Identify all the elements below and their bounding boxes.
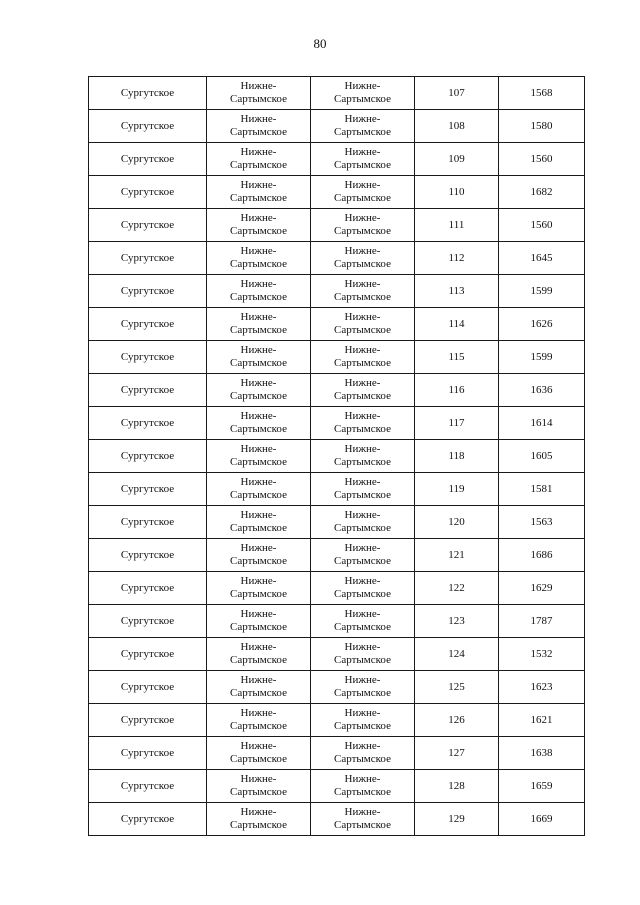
cell-area <box>207 407 311 440</box>
cell-text-field: Сургутское <box>120 383 175 396</box>
cell-text-num: 110 <box>448 185 465 198</box>
cell-area <box>207 473 311 506</box>
cell-text-field: Сургутское <box>120 779 175 792</box>
cell-text-area: Нижне- Сартымское <box>230 410 287 435</box>
cell-area <box>207 605 311 638</box>
cell-number <box>415 572 499 605</box>
cell-area <box>207 143 311 176</box>
cell-text-field: Сургутское <box>120 152 175 165</box>
cell-text-area: Нижне- Сартымское <box>230 344 287 369</box>
cell-field <box>89 737 207 770</box>
cell-text-value: 1563 <box>530 515 553 528</box>
cell-value <box>499 572 585 605</box>
cell-number <box>415 671 499 704</box>
cell-value <box>499 374 585 407</box>
cell-deposit <box>311 506 415 539</box>
cell-number <box>415 605 499 638</box>
table-row <box>89 605 585 638</box>
cell-text-num: 117 <box>448 416 465 429</box>
table-row <box>89 473 585 506</box>
cell-deposit <box>311 572 415 605</box>
cell-text-field: Сургутское <box>120 86 175 99</box>
cell-text-num: 124 <box>448 647 465 660</box>
cell-text-deposit: Нижне- Сартымское <box>334 212 391 237</box>
cell-text-num: 123 <box>448 614 465 627</box>
cell-deposit <box>311 242 415 275</box>
cell-text-num: 114 <box>448 317 465 330</box>
cell-field <box>89 176 207 209</box>
table-row <box>89 176 585 209</box>
table-row <box>89 341 585 374</box>
cell-field <box>89 374 207 407</box>
cell-value <box>499 407 585 440</box>
cell-text-field: Сургутское <box>120 185 175 198</box>
cell-text-value: 1560 <box>530 218 553 231</box>
cell-area <box>207 209 311 242</box>
cell-area <box>207 440 311 473</box>
cell-number <box>415 473 499 506</box>
cell-area <box>207 341 311 374</box>
cell-deposit <box>311 737 415 770</box>
cell-text-deposit: Нижне- Сартымское <box>334 674 391 699</box>
cell-deposit <box>311 770 415 803</box>
cell-field <box>89 110 207 143</box>
cell-area <box>207 275 311 308</box>
cell-text-num: 120 <box>448 515 465 528</box>
cell-number <box>415 638 499 671</box>
cell-field <box>89 308 207 341</box>
cell-text-num: 125 <box>448 680 465 693</box>
cell-field <box>89 77 207 110</box>
table-row <box>89 308 585 341</box>
cell-value <box>499 176 585 209</box>
cell-number <box>415 803 499 836</box>
cell-text-deposit: Нижне- Сартымское <box>334 146 391 171</box>
cell-text-num: 107 <box>448 86 465 99</box>
cell-field <box>89 605 207 638</box>
cell-value <box>499 506 585 539</box>
cell-field <box>89 440 207 473</box>
cell-text-value: 1580 <box>530 119 553 132</box>
table-row <box>89 143 585 176</box>
table-body <box>89 77 585 836</box>
cell-deposit <box>311 275 415 308</box>
cell-text-area: Нижне- Сартымское <box>230 80 287 105</box>
cell-text-deposit: Нижне- Сартымское <box>334 80 391 105</box>
cell-text-field: Сургутское <box>120 218 175 231</box>
cell-text-value: 1645 <box>530 251 553 264</box>
cell-area <box>207 374 311 407</box>
table-row <box>89 242 585 275</box>
cell-value <box>499 275 585 308</box>
cell-text-num: 116 <box>448 383 465 396</box>
cell-number <box>415 341 499 374</box>
cell-text-num: 118 <box>448 449 465 462</box>
cell-text-field: Сургутское <box>120 317 175 330</box>
table-row <box>89 275 585 308</box>
cell-text-deposit: Нижне- Сартымское <box>334 575 391 600</box>
cell-deposit <box>311 407 415 440</box>
cell-number <box>415 77 499 110</box>
cell-number <box>415 737 499 770</box>
cell-text-num: 129 <box>448 812 465 825</box>
cell-text-area: Нижне- Сартымское <box>230 245 287 270</box>
data-table <box>88 76 585 836</box>
cell-text-value: 1669 <box>530 812 553 825</box>
cell-text-field: Сургутское <box>120 647 175 660</box>
cell-deposit <box>311 341 415 374</box>
cell-text-area: Нижне- Сартымское <box>230 278 287 303</box>
cell-value <box>499 671 585 704</box>
cell-number <box>415 407 499 440</box>
cell-value <box>499 143 585 176</box>
cell-value <box>499 77 585 110</box>
cell-text-field: Сургутское <box>120 515 175 528</box>
cell-number <box>415 440 499 473</box>
cell-text-deposit: Нижне- Сартымское <box>334 344 391 369</box>
cell-deposit <box>311 440 415 473</box>
cell-field <box>89 539 207 572</box>
table-row <box>89 407 585 440</box>
cell-deposit <box>311 176 415 209</box>
cell-text-deposit: Нижне- Сартымское <box>334 278 391 303</box>
cell-number <box>415 506 499 539</box>
cell-text-num: 122 <box>448 581 465 594</box>
cell-number <box>415 770 499 803</box>
cell-value <box>499 803 585 836</box>
cell-text-num: 119 <box>448 482 465 495</box>
table-row <box>89 209 585 242</box>
cell-field <box>89 671 207 704</box>
cell-text-area: Нижне- Сартымское <box>230 179 287 204</box>
cell-number <box>415 308 499 341</box>
cell-text-field: Сургутское <box>120 449 175 462</box>
cell-text-field: Сургутское <box>120 680 175 693</box>
cell-text-field: Сургутское <box>120 482 175 495</box>
cell-deposit <box>311 605 415 638</box>
cell-text-deposit: Нижне- Сартымское <box>334 740 391 765</box>
cell-area <box>207 506 311 539</box>
cell-text-value: 1581 <box>530 482 553 495</box>
cell-text-value: 1560 <box>530 152 553 165</box>
table-row <box>89 506 585 539</box>
cell-text-deposit: Нижне- Сартымское <box>334 707 391 732</box>
cell-value <box>499 638 585 671</box>
cell-field <box>89 275 207 308</box>
cell-text-field: Сургутское <box>120 548 175 561</box>
cell-text-area: Нижне- Сартымское <box>230 806 287 831</box>
cell-field <box>89 143 207 176</box>
cell-text-area: Нижне- Сартымское <box>230 740 287 765</box>
cell-text-num: 108 <box>448 119 465 132</box>
table-row <box>89 671 585 704</box>
cell-text-value: 1659 <box>530 779 553 792</box>
cell-number <box>415 209 499 242</box>
cell-text-deposit: Нижне- Сартымское <box>334 806 391 831</box>
cell-text-num: 113 <box>448 284 465 297</box>
cell-number <box>415 275 499 308</box>
cell-text-area: Нижне- Сартымское <box>230 113 287 138</box>
cell-value <box>499 770 585 803</box>
cell-value <box>499 308 585 341</box>
cell-field <box>89 407 207 440</box>
cell-text-value: 1605 <box>530 449 553 462</box>
cell-text-area: Нижне- Сартымское <box>230 575 287 600</box>
cell-text-deposit: Нижне- Сартымское <box>334 245 391 270</box>
cell-deposit <box>311 77 415 110</box>
cell-text-area: Нижне- Сартымское <box>230 608 287 633</box>
cell-text-field: Сургутское <box>120 416 175 429</box>
cell-field <box>89 341 207 374</box>
cell-text-num: 115 <box>448 350 465 363</box>
cell-text-deposit: Нижне- Сартымское <box>334 608 391 633</box>
cell-text-num: 109 <box>448 152 465 165</box>
cell-text-value: 1682 <box>530 185 553 198</box>
cell-text-value: 1621 <box>530 713 553 726</box>
cell-field <box>89 572 207 605</box>
cell-text-deposit: Нижне- Сартымское <box>334 641 391 666</box>
cell-text-deposit: Нижне- Сартымское <box>334 179 391 204</box>
cell-value <box>499 473 585 506</box>
cell-deposit <box>311 704 415 737</box>
cell-text-value: 1787 <box>530 614 553 627</box>
cell-text-area: Нижне- Сартымское <box>230 542 287 567</box>
cell-deposit <box>311 143 415 176</box>
table-row <box>89 539 585 572</box>
cell-area <box>207 110 311 143</box>
cell-text-num: 121 <box>448 548 465 561</box>
cell-text-value: 1629 <box>530 581 553 594</box>
cell-text-value: 1568 <box>530 86 553 99</box>
page-number: 80 <box>313 36 327 51</box>
cell-text-deposit: Нижне- Сартымское <box>334 773 391 798</box>
cell-text-area: Нижне- Сартымское <box>230 674 287 699</box>
cell-text-num: 128 <box>448 779 465 792</box>
cell-text-value: 1638 <box>530 746 553 759</box>
cell-deposit <box>311 473 415 506</box>
cell-text-value: 1614 <box>530 416 553 429</box>
cell-area <box>207 242 311 275</box>
cell-text-field: Сургутское <box>120 614 175 627</box>
cell-deposit <box>311 638 415 671</box>
cell-area <box>207 704 311 737</box>
cell-field <box>89 704 207 737</box>
cell-text-deposit: Нижне- Сартымское <box>334 476 391 501</box>
cell-text-value: 1686 <box>530 548 553 561</box>
cell-text-area: Нижне- Сартымское <box>230 509 287 534</box>
cell-number <box>415 143 499 176</box>
cell-value <box>499 242 585 275</box>
cell-field <box>89 242 207 275</box>
cell-number <box>415 242 499 275</box>
cell-field <box>89 770 207 803</box>
table-row <box>89 374 585 407</box>
cell-text-value: 1636 <box>530 383 553 396</box>
cell-text-value: 1626 <box>530 317 553 330</box>
cell-area <box>207 308 311 341</box>
cell-value <box>499 539 585 572</box>
table-row <box>89 572 585 605</box>
table-row <box>89 110 585 143</box>
cell-text-field: Сургутское <box>120 251 175 264</box>
cell-text-area: Нижне- Сартымское <box>230 443 287 468</box>
cell-area <box>207 539 311 572</box>
cell-field <box>89 209 207 242</box>
cell-number <box>415 704 499 737</box>
cell-field <box>89 473 207 506</box>
cell-text-deposit: Нижне- Сартымское <box>334 113 391 138</box>
cell-value <box>499 704 585 737</box>
table-row <box>89 77 585 110</box>
cell-text-deposit: Нижне- Сартымское <box>334 377 391 402</box>
cell-value <box>499 605 585 638</box>
cell-text-field: Сургутское <box>120 713 175 726</box>
cell-text-area: Нижне- Сартымское <box>230 773 287 798</box>
cell-number <box>415 110 499 143</box>
cell-field <box>89 803 207 836</box>
cell-text-area: Нижне- Сартымское <box>230 377 287 402</box>
cell-number <box>415 539 499 572</box>
cell-text-deposit: Нижне- Сартымское <box>334 542 391 567</box>
cell-value <box>499 737 585 770</box>
cell-area <box>207 638 311 671</box>
cell-text-field: Сургутское <box>120 350 175 363</box>
cell-text-value: 1599 <box>530 350 553 363</box>
cell-text-area: Нижне- Сартымское <box>230 212 287 237</box>
table-row <box>89 737 585 770</box>
cell-area <box>207 803 311 836</box>
cell-text-deposit: Нижне- Сартымское <box>334 410 391 435</box>
cell-area <box>207 770 311 803</box>
cell-field <box>89 506 207 539</box>
cell-text-num: 112 <box>448 251 465 264</box>
cell-value <box>499 209 585 242</box>
cell-text-area: Нижне- Сартымское <box>230 641 287 666</box>
cell-text-num: 126 <box>448 713 465 726</box>
cell-deposit <box>311 671 415 704</box>
cell-area <box>207 176 311 209</box>
table-row <box>89 440 585 473</box>
cell-text-deposit: Нижне- Сартымское <box>334 311 391 336</box>
cell-deposit <box>311 110 415 143</box>
table-row <box>89 803 585 836</box>
cell-text-value: 1532 <box>530 647 553 660</box>
cell-text-deposit: Нижне- Сартымское <box>334 443 391 468</box>
cell-deposit <box>311 539 415 572</box>
cell-value <box>499 110 585 143</box>
cell-text-area: Нижне- Сартымское <box>230 146 287 171</box>
cell-text-value: 1623 <box>530 680 553 693</box>
cell-text-num: 111 <box>448 218 465 231</box>
cell-text-field: Сургутское <box>120 812 175 825</box>
table-row <box>89 704 585 737</box>
cell-area <box>207 671 311 704</box>
cell-text-num: 127 <box>448 746 465 759</box>
cell-area <box>207 572 311 605</box>
cell-deposit <box>311 803 415 836</box>
cell-area <box>207 737 311 770</box>
cell-text-area: Нижне- Сартымское <box>230 476 287 501</box>
table-row <box>89 770 585 803</box>
cell-deposit <box>311 308 415 341</box>
cell-area <box>207 77 311 110</box>
cell-text-deposit: Нижне- Сартымское <box>334 509 391 534</box>
cell-text-area: Нижне- Сартымское <box>230 707 287 732</box>
cell-value <box>499 341 585 374</box>
cell-deposit <box>311 209 415 242</box>
cell-deposit <box>311 374 415 407</box>
cell-field <box>89 638 207 671</box>
cell-text-field: Сургутское <box>120 746 175 759</box>
cell-number <box>415 374 499 407</box>
table-row <box>89 638 585 671</box>
cell-text-field: Сургутское <box>120 119 175 132</box>
cell-text-value: 1599 <box>530 284 553 297</box>
cell-value <box>499 440 585 473</box>
cell-text-area: Нижне- Сартымское <box>230 311 287 336</box>
cell-text-field: Сургутское <box>120 284 175 297</box>
cell-text-field: Сургутское <box>120 581 175 594</box>
cell-number <box>415 176 499 209</box>
